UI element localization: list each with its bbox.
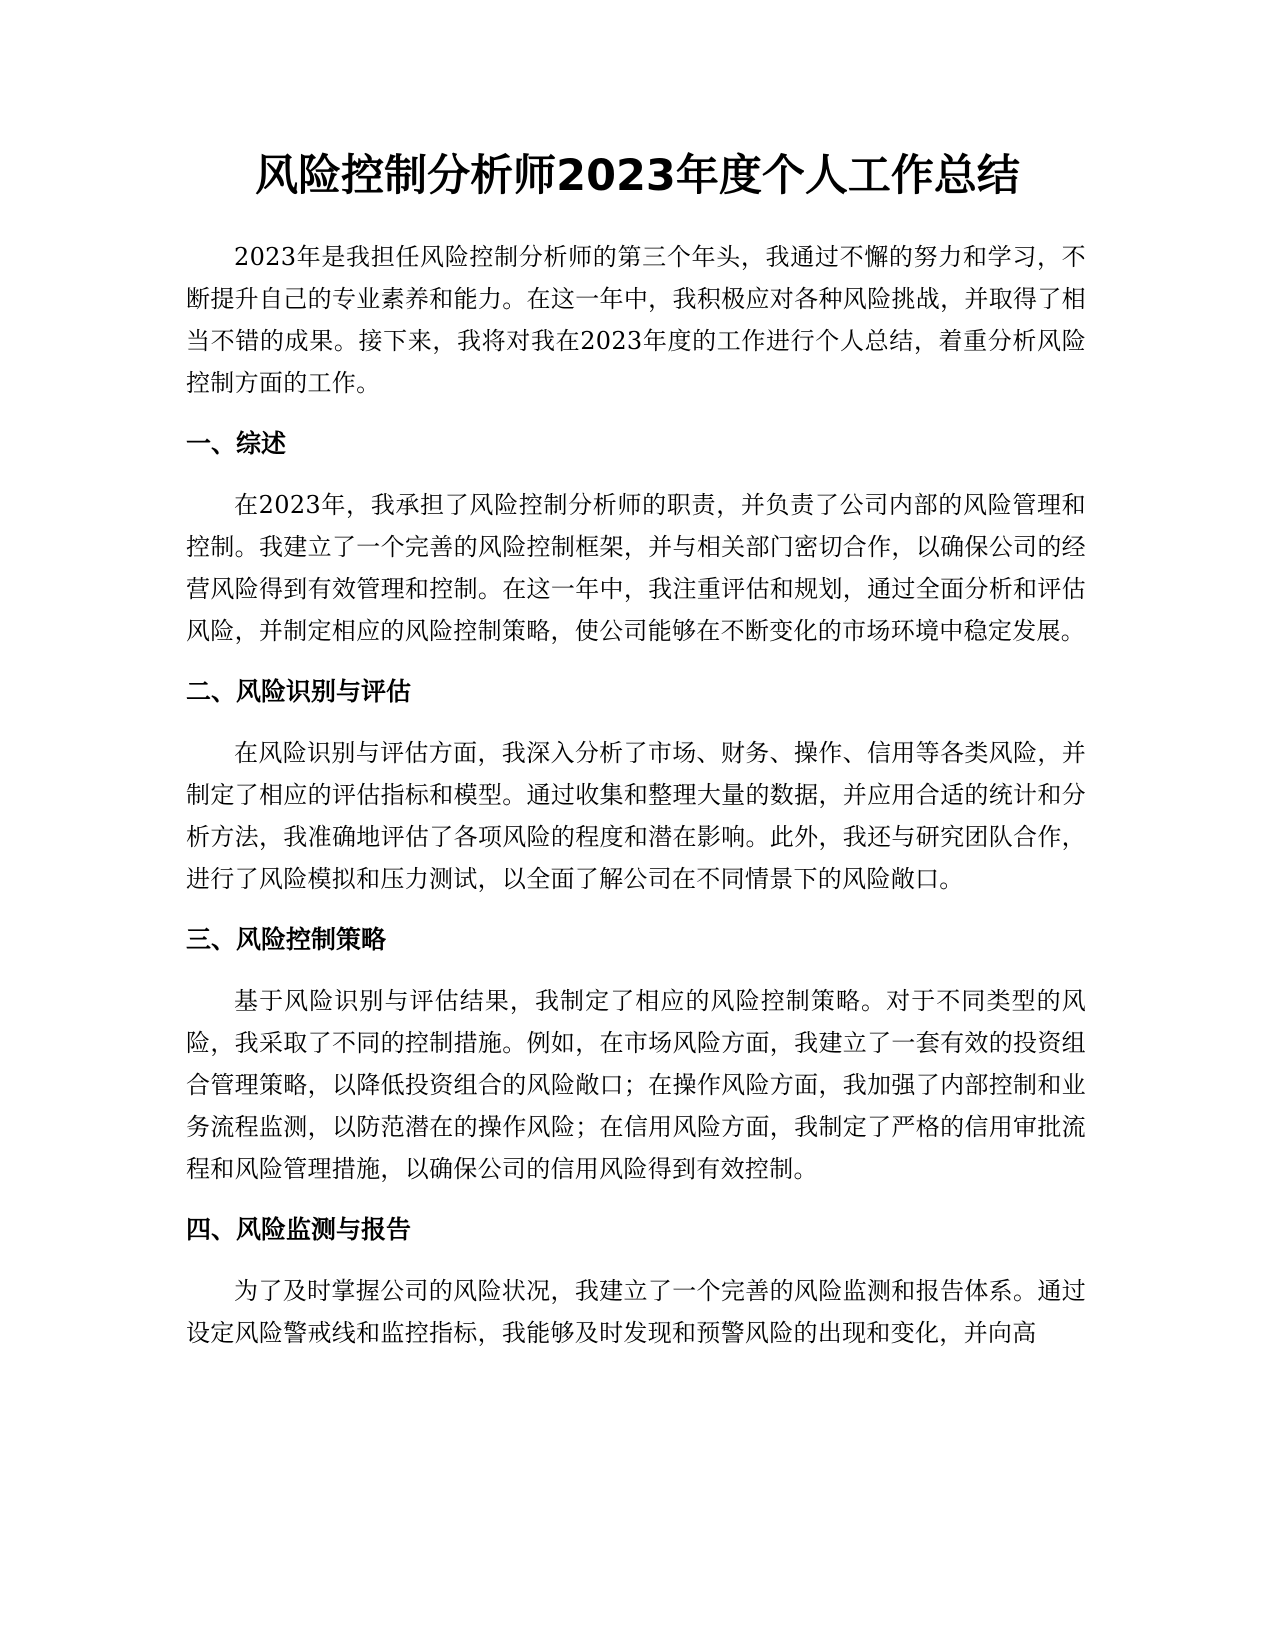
intro-paragraph: 2023年是我担任风险控制分析师的第三个年头，我通过不懈的努力和学习，不断提升自己的专业素养和能力。在这一年中，我积极应对各种风险挑战，并取得了相当不错的成果。接下来，我将对我在2023年度的工作进行个人总结，着重分析风险控制方面的工作。 <box>186 243 1086 397</box>
section-paragraph-risk-control-strategy: 基于风险识别与评估结果，我制定了相应的风险控制策略。对于不同类型的风险，我采取了不同的控制措施。例如，在市场风险方面，我建立了一套有效的投资组合管理策略，以降低投资组合的风险敞口；在操作风险方面，我加强了内部控制和业务流程监测，以防范潜在的操作风险；在信用风险方面，我制定了严格的信用审批流程和风险管理措施，以确保公司的信用风险得到有效控制。 <box>186 987 1086 1183</box>
document-body <box>186 236 1086 1354</box>
section-paragraph-risk-monitoring: 为了及时掌握公司的风险状况，我建立了一个完善的风险监测和报告体系。通过设定风险警戒线和监控指标，我能够及时发现和预警风险的出现和变化，并向高 <box>186 1277 1086 1347</box>
section-heading-overview: 一、综述 <box>186 429 287 458</box>
section-paragraph-overview: 在2023年，我承担了风险控制分析师的职责，并负责了公司内部的风险管理和控制。我建立了一个完善的风险控制框架，并与相关部门密切合作，以确保公司的经营风险得到有效管理和控制。在这一年中，我注重评估和规划，通过全面分析和评估风险，并制定相应的风险控制策略，使公司能够在不断变化的市场环境中稳定发展。 <box>186 491 1086 645</box>
section-paragraph-risk-identification: 在风险识别与评估方面，我深入分析了市场、财务、操作、信用等各类风险，并制定了相应的评估指标和模型。通过收集和整理大量的数据，并应用合适的统计和分析方法，我准确地评估了各项风险的程度和潜在影响。此外，我还与研究团队合作，进行了风险模拟和压力测试，以全面了解公司在不同情景下的风险敞口。 <box>186 739 1086 893</box>
section-heading-risk-identification: 二、风险识别与评估 <box>186 677 412 706</box>
document-title: 风险控制分析师2023年度个人工作总结 <box>255 151 1020 201</box>
section-heading-risk-monitoring: 四、风险监测与报告 <box>186 1215 412 1244</box>
section-heading-risk-control-strategy: 三、风险控制策略 <box>186 925 387 954</box>
